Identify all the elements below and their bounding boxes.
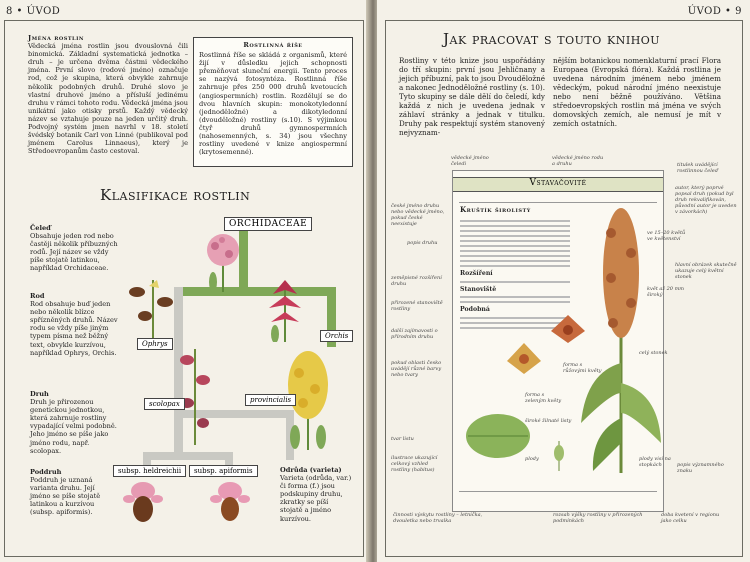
orchid-heldreichii-illustration [118,477,168,527]
tree-branch-subspecies [143,452,233,460]
annot-left-7: tvar listu [391,436,414,442]
label-provincialis: provincialis [245,394,296,406]
annot-left-8: ilustrace ukazující celkový vzhled rostliny (habitus) [391,455,438,473]
label-scolopax: scolopax [144,398,185,410]
sample-bullet-3: Podobná [460,306,490,314]
odruda-text: Varieta (odrůda, var.) či forma (f.) jsou podskupiny druhu, zkratky se píší stojatě a jméno kurzívou. [280,474,352,523]
rostlinna-rise-title: Rostlinná říše [243,41,303,49]
sample-flower-green-illustration [503,341,545,376]
annot-left-6: pokud oblasti česko uvádějí různé barvy nebo tvary [391,360,442,378]
left-page [0,0,369,562]
annot-right-2: ve 15–20 květů ve květenství [647,230,686,242]
poddruh-section [30,468,102,517]
sample-subheader-rule [459,194,657,203]
sample-footer-rule [459,491,657,492]
annot-left-4: přirozené stanoviště rostliny [391,300,443,312]
sample-bullet-2: Stanoviště [460,285,497,293]
label-apiformis: subsp. apiformis [189,465,258,477]
annot-bottom-1: činnosti výskytu rostliny – letnička, dvouletka nebo trvalka [393,512,483,524]
right-page-title: Jak pracovat s touto knihou [443,30,661,48]
sample-flower-pink-illustration [548,313,588,345]
family-label: ORCHIDACEAE [224,217,312,231]
label-orchis: Orchis [320,330,353,342]
celed-title: Čeleď [30,224,51,232]
annot-left-2: popis druhu [407,240,438,246]
rod-section [30,292,118,357]
sample-bullet-1: Rozšíření [460,270,493,277]
jmena-rostlin-section [28,34,188,155]
klasifikace-title: Klasifikace rostlin [100,186,251,204]
annot-right-11: plody visí na stopkách [639,456,671,468]
annot-right-7: forma s zeleným květy [525,392,562,404]
jmena-rostlin-title: Jména rostlin [28,34,84,42]
annot-top-1: vědecké jméno čeledi [451,155,489,167]
druh-title: Druh [30,390,49,398]
annot-bottom-2: rozsah výšky rostliny v přirozených podmínkách [553,512,643,524]
label-heldreichii: subsp. heldreichii [113,465,186,477]
rostlinna-rise-text: Rostlinná říše se skládá z organismů, které žijí v důsledku jejich schopnosti přeměňovat sluneční energii. Tento proces se nazývá fotosyntéza. Rostlinná říše zahrnuje přes 250 000 druhů kvetoucích (angiospermních) rostlin. Rozdělují se do dvou hlavních skupin: monokotyledonní (jednoděložné) a dikotyledonní (dvouděložné) rostliny (s.10). S výjimkou čtyř druhů gymnospermních (nahosemenných, s. 34) jsou všechny rostliny uvedené v knize angiospermní (krytosemenné). [199,51,347,157]
annot-right-9: plody [525,456,539,462]
poddruh-text: Poddruh je uznaná varianta druhu. Její jméno se píše stojatě latinkou a kurzívou (subsp. apiformis). [30,476,101,517]
celed-section [30,224,118,273]
annot-top-2: vědecké jméno rodu a druhu [552,155,604,167]
orchid-orchis-red-illustration [255,272,317,342]
annot-bottom-3: doba kvetení v regionu jako celku [661,512,720,524]
label-ophrys: Ophrys [137,338,173,350]
odruda-title: Odrůda (varieta) [280,466,342,474]
orchid-scolopax-illustration [175,345,215,445]
orchid-ophrys-brown-illustration [123,272,181,342]
rod-text: Rod obsahuje buď jeden nebo několik blízce spřízněných druhů. Název rodu se vždy píše jiným typem písma než běžný text, obvykle kurzívou, například Ophrys, Orchis. [30,300,118,357]
celed-text: Obsahuje jeden rod nebo častěji několik příbuzných rodů. Její název se vždy píše stojatě latinkou, například Orchidaceae. [30,232,118,273]
annot-right-6: forma s růžovými květy [563,362,602,374]
left-running-head: 8 • ÚVOD [6,6,61,17]
annot-top-3: titulek uvádějící rostlinnou čeleď [677,162,718,174]
druh-text: Druh je přirozenou genetickou jednotkou, která zahrnuje rostliny vypadající velmi podobně. Jeho jméno se píše jako jméno rodu, např. scolopax. [30,398,117,455]
intro-column-2: nějším botanickou nomenklaturní prací Flora Europaea (Evropská flóra). Každá rostlina je uvedena národním jménem nebo jménem vědeckým, pokud národní jméno neexistuje nebo není běžně používáno. Většina středoevropských rostlin má jména ve svých domovských zemích, ale nemusí je mít v zemích ostatních. [553,56,721,128]
sample-fruit-illustration [548,441,570,471]
sample-species-name: Kruštík širolistý [460,205,531,214]
sample-page [452,170,664,512]
right-running-head: ÚVOD • 9 [687,6,742,17]
jmena-rostlin-text: Vědecká jména rostlin jsou dvouslovná čili binomická. Základní systematická jednotka – druh – je určena dvěma částmi vědeckého jména. První slovo (rodové jméno) označuje rod, což je skupina, která obvykle zahrnuje několik podobných druhů. Druhé slovo je vlastní druhové jméno a přísluší jedinému druhu v rámci tohoto rodu. Vědecká jména jsou unikátní jako otisky prstů. Každý vědecký název se vztahuje pouze na jeden určitý druh. Podvojný systém jmen navrhl v 18. století švédský botanik Carl von Linné (publikoval pod jménem Carolus Linnaeus), který je Středoevropanům často cestoval. [28,42,188,156]
annot-left-5: další zajímavosti o přírodním druhu [391,328,438,340]
sample-leaf-illustration [463,406,533,466]
rod-title: Rod [30,292,45,300]
rostlinna-rise-box [193,37,353,167]
druh-section [30,390,118,455]
orchid-apiformis-illustration [205,477,255,527]
sample-family-bar: Vstavačovité [453,177,663,192]
annot-left-3: zeměpisné rozšíření druhu [391,275,442,287]
annot-right-10: popis významného znaku [677,462,724,474]
annot-right-5: celý stonek [639,350,668,356]
sample-main-orchid-illustration [581,203,661,473]
annot-right-4: hlavní obrázek skutečně ukazuje celý květní stonek [675,262,737,280]
annot-right-1: autor, který poprvé popsal druh (pokud byl druh rekvalifikován, původní autor je uveden v závorkách) [675,185,737,215]
annot-right-3: květ až 20 mm široký [647,286,685,298]
annot-left-1: české jméno druhu nebo vědecké jméno, pokud české neexistuje [391,203,445,227]
intro-column-1: Rostliny v této knize jsou uspořádány do tří skupin: první jsou Jehličnany a jejich příbuzní, pak to jsou Dvouděložné a nakonec Jednoděložné rostliny (s. 10). Tyto skupiny se dále dělí do čeledí, kdy každá z nich je uvedena jednak v záhlaví stránky a jednak v titulku. Druhy pak respektují systém stanovený nejvyznam- [399,56,545,137]
poddruh-title: Poddruh [30,468,62,476]
odruda-section [280,466,352,523]
orchid-pink-illustration [195,230,251,292]
annot-right-8: široké žilnaté listy [525,418,572,424]
right-page [377,0,750,562]
